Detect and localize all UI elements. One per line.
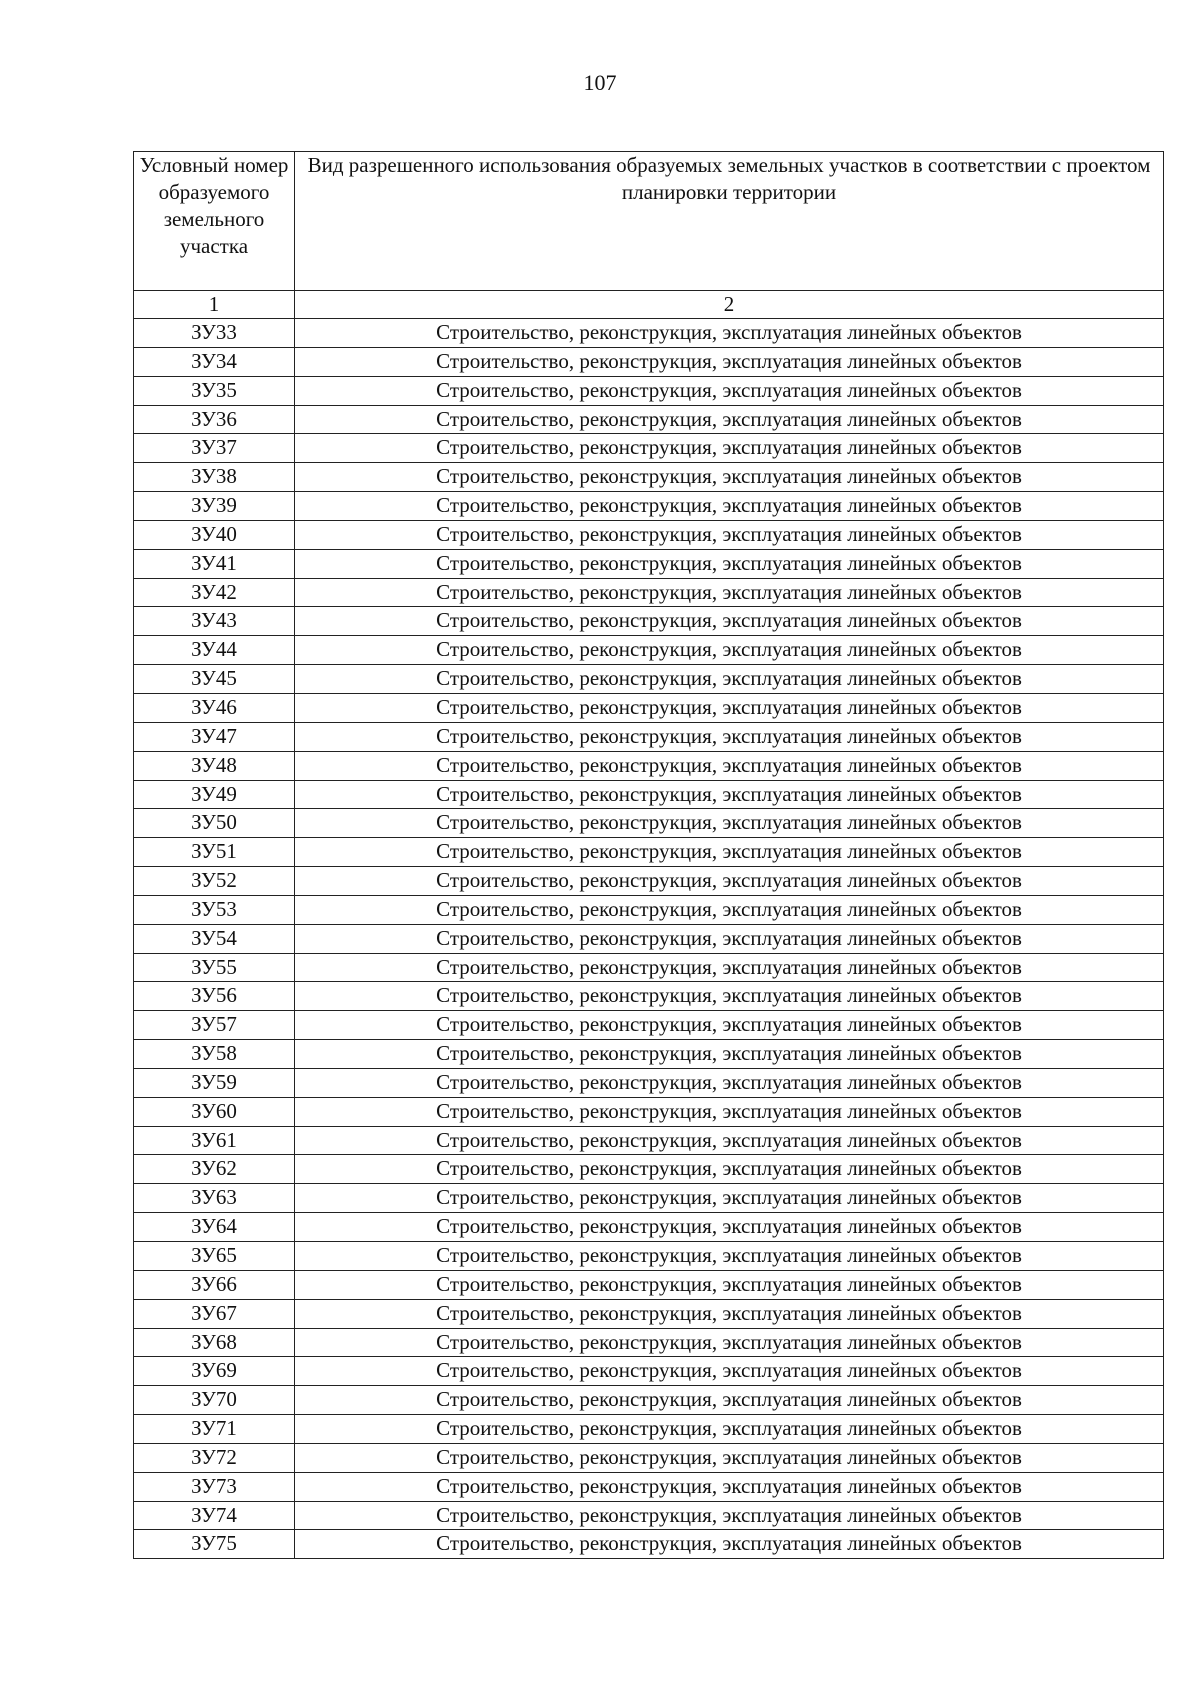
table-row xyxy=(134,722,1164,751)
table-row xyxy=(134,895,1164,924)
permitted-use-cell: Строительство, реконструкция, эксплуатация линейных объектов xyxy=(295,1270,1164,1299)
plot-number-cell: ЗУ48 xyxy=(134,751,295,780)
permitted-use-cell: Строительство, реконструкция, эксплуатация линейных объектов xyxy=(295,953,1164,982)
table-row xyxy=(134,1386,1164,1415)
table-row xyxy=(134,1328,1164,1357)
permitted-use-cell: Строительство, реконструкция, эксплуатация линейных объектов xyxy=(295,578,1164,607)
permitted-use-cell: Строительство, реконструкция, эксплуатация линейных объектов xyxy=(295,636,1164,665)
permitted-use-cell: Строительство, реконструкция, эксплуатация линейных объектов xyxy=(295,520,1164,549)
plot-number-cell: ЗУ38 xyxy=(134,463,295,492)
plot-number-cell: ЗУ39 xyxy=(134,492,295,521)
table-row xyxy=(134,578,1164,607)
table-row xyxy=(134,1472,1164,1501)
table-row xyxy=(134,982,1164,1011)
permitted-use-cell: Строительство, реконструкция, эксплуатация линейных объектов xyxy=(295,1126,1164,1155)
plot-number-cell: ЗУ55 xyxy=(134,953,295,982)
table-row xyxy=(134,549,1164,578)
permitted-use-cell: Строительство, реконструкция, эксплуатация линейных объектов xyxy=(295,347,1164,376)
table-body xyxy=(134,319,1164,1559)
permitted-use-cell: Строительство, реконструкция, эксплуатация линейных объектов xyxy=(295,463,1164,492)
permitted-use-cell: Строительство, реконструкция, эксплуатация линейных объектов xyxy=(295,1357,1164,1386)
plot-number-cell: ЗУ64 xyxy=(134,1213,295,1242)
permitted-use-cell: Строительство, реконструкция, эксплуатация линейных объектов xyxy=(295,1472,1164,1501)
table-row xyxy=(134,780,1164,809)
plot-number-cell: ЗУ65 xyxy=(134,1242,295,1271)
table-row xyxy=(134,1097,1164,1126)
plot-number-cell: ЗУ62 xyxy=(134,1155,295,1184)
plot-number-cell: ЗУ67 xyxy=(134,1299,295,1328)
header-row xyxy=(134,152,1164,291)
plot-number-cell: ЗУ50 xyxy=(134,809,295,838)
plot-number-cell: ЗУ54 xyxy=(134,924,295,953)
plot-number-cell: ЗУ43 xyxy=(134,607,295,636)
plot-number-cell: ЗУ33 xyxy=(134,319,295,348)
table-row xyxy=(134,1415,1164,1444)
permitted-use-cell: Строительство, реконструкция, эксплуатация линейных объектов xyxy=(295,924,1164,953)
plot-number-cell: ЗУ44 xyxy=(134,636,295,665)
permitted-use-cell: Строительство, реконструкция, эксплуатация линейных объектов xyxy=(295,693,1164,722)
table-row xyxy=(134,1299,1164,1328)
plot-number-cell: ЗУ73 xyxy=(134,1472,295,1501)
plot-number-cell: ЗУ70 xyxy=(134,1386,295,1415)
table-row xyxy=(134,1155,1164,1184)
table-row xyxy=(134,665,1164,694)
table-row xyxy=(134,809,1164,838)
plot-number-cell: ЗУ49 xyxy=(134,780,295,809)
table-row xyxy=(134,1242,1164,1271)
table-row xyxy=(134,492,1164,521)
permitted-use-cell: Строительство, реконструкция, эксплуатация линейных объектов xyxy=(295,1097,1164,1126)
table-row xyxy=(134,376,1164,405)
table-row xyxy=(134,463,1164,492)
permitted-use-cell: Строительство, реконструкция, эксплуатация линейных объектов xyxy=(295,895,1164,924)
plot-number-cell: ЗУ36 xyxy=(134,405,295,434)
plot-number-cell: ЗУ42 xyxy=(134,578,295,607)
table-row xyxy=(134,636,1164,665)
table-row xyxy=(134,1530,1164,1559)
permitted-use-cell: Строительство, реконструкция, эксплуатация линейных объектов xyxy=(295,1242,1164,1271)
plot-number-cell: ЗУ40 xyxy=(134,520,295,549)
permitted-use-cell: Строительство, реконструкция, эксплуатация линейных объектов xyxy=(295,1213,1164,1242)
plot-number-cell: ЗУ58 xyxy=(134,1040,295,1069)
table-row xyxy=(134,520,1164,549)
plot-number-cell: ЗУ34 xyxy=(134,347,295,376)
permitted-use-cell: Строительство, реконструкция, эксплуатация линейных объектов xyxy=(295,809,1164,838)
table-row xyxy=(134,751,1164,780)
header-permitted-use: Вид разрешенного использования образуемых земельных участков в соответствии с проектом планировки территории xyxy=(295,152,1164,291)
table-row xyxy=(134,319,1164,348)
table-row xyxy=(134,1011,1164,1040)
permitted-use-cell: Строительство, реконструкция, эксплуатация линейных объектов xyxy=(295,1155,1164,1184)
permitted-use-cell: Строительство, реконструкция, эксплуатация линейных объектов xyxy=(295,1530,1164,1559)
permitted-use-cell: Строительство, реконструкция, эксплуатация линейных объектов xyxy=(295,376,1164,405)
table-row xyxy=(134,838,1164,867)
table-row xyxy=(134,347,1164,376)
table-row xyxy=(134,953,1164,982)
plot-number-cell: ЗУ35 xyxy=(134,376,295,405)
permitted-use-cell: Строительство, реконструкция, эксплуатация линейных объектов xyxy=(295,1011,1164,1040)
plot-number-cell: ЗУ45 xyxy=(134,665,295,694)
plot-number-cell: ЗУ72 xyxy=(134,1443,295,1472)
header-plot-number: Условный номер образуемого земельного участка xyxy=(134,152,295,291)
plot-number-cell: ЗУ68 xyxy=(134,1328,295,1357)
plot-number-cell: ЗУ71 xyxy=(134,1415,295,1444)
table-row xyxy=(134,1443,1164,1472)
table-row xyxy=(134,1213,1164,1242)
permitted-use-cell: Строительство, реконструкция, эксплуатация линейных объектов xyxy=(295,1415,1164,1444)
permitted-use-cell: Строительство, реконструкция, эксплуатация линейных объектов xyxy=(295,319,1164,348)
table-row xyxy=(134,1184,1164,1213)
permitted-use-cell: Строительство, реконструкция, эксплуатация линейных объектов xyxy=(295,1299,1164,1328)
permitted-use-cell: Строительство, реконструкция, эксплуатация линейных объектов xyxy=(295,867,1164,896)
permitted-use-cell: Строительство, реконструкция, эксплуатация линейных объектов xyxy=(295,722,1164,751)
table-row xyxy=(134,1270,1164,1299)
permitted-use-cell: Строительство, реконструкция, эксплуатация линейных объектов xyxy=(295,1068,1164,1097)
table-row xyxy=(134,405,1164,434)
permitted-use-cell: Строительство, реконструкция, эксплуатация линейных объектов xyxy=(295,1328,1164,1357)
permitted-use-cell: Строительство, реконструкция, эксплуатация линейных объектов xyxy=(295,1040,1164,1069)
plot-number-cell: ЗУ74 xyxy=(134,1501,295,1530)
table-row xyxy=(134,1501,1164,1530)
permitted-use-cell: Строительство, реконструкция, эксплуатация линейных объектов xyxy=(295,838,1164,867)
land-plots-table xyxy=(133,151,1164,1559)
table-row xyxy=(134,1040,1164,1069)
column-number-1: 1 xyxy=(134,291,295,319)
plot-number-cell: ЗУ63 xyxy=(134,1184,295,1213)
plot-number-cell: ЗУ66 xyxy=(134,1270,295,1299)
table-row xyxy=(134,434,1164,463)
plot-number-cell: ЗУ56 xyxy=(134,982,295,1011)
plot-number-cell: ЗУ61 xyxy=(134,1126,295,1155)
plot-number-cell: ЗУ75 xyxy=(134,1530,295,1559)
permitted-use-cell: Строительство, реконструкция, эксплуатация линейных объектов xyxy=(295,1443,1164,1472)
table-row xyxy=(134,607,1164,636)
permitted-use-cell: Строительство, реконструкция, эксплуатация линейных объектов xyxy=(295,1184,1164,1213)
column-number-row xyxy=(134,291,1164,319)
permitted-use-cell: Строительство, реконструкция, эксплуатация линейных объектов xyxy=(295,492,1164,521)
permitted-use-cell: Строительство, реконструкция, эксплуатация линейных объектов xyxy=(295,1386,1164,1415)
plot-number-cell: ЗУ47 xyxy=(134,722,295,751)
permitted-use-cell: Строительство, реконструкция, эксплуатация линейных объектов xyxy=(295,405,1164,434)
permitted-use-cell: Строительство, реконструкция, эксплуатация линейных объектов xyxy=(295,434,1164,463)
permitted-use-cell: Строительство, реконструкция, эксплуатация линейных объектов xyxy=(295,982,1164,1011)
plot-number-cell: ЗУ51 xyxy=(134,838,295,867)
table-row xyxy=(134,693,1164,722)
permitted-use-cell: Строительство, реконструкция, эксплуатация линейных объектов xyxy=(295,780,1164,809)
table-header xyxy=(134,152,1164,319)
page-number: 107 xyxy=(583,70,617,95)
plot-number-cell: ЗУ37 xyxy=(134,434,295,463)
plot-number-cell: ЗУ57 xyxy=(134,1011,295,1040)
plot-number-cell: ЗУ52 xyxy=(134,867,295,896)
column-number-2: 2 xyxy=(295,291,1164,319)
table-row xyxy=(134,1068,1164,1097)
table-row xyxy=(134,867,1164,896)
permitted-use-cell: Строительство, реконструкция, эксплуатация линейных объектов xyxy=(295,549,1164,578)
table-row xyxy=(134,1357,1164,1386)
permitted-use-cell: Строительство, реконструкция, эксплуатация линейных объектов xyxy=(295,1501,1164,1530)
table-row xyxy=(134,1126,1164,1155)
plot-number-cell: ЗУ41 xyxy=(134,549,295,578)
permitted-use-cell: Строительство, реконструкция, эксплуатация линейных объектов xyxy=(295,607,1164,636)
table-row xyxy=(134,924,1164,953)
plot-number-cell: ЗУ60 xyxy=(134,1097,295,1126)
plot-number-cell: ЗУ53 xyxy=(134,895,295,924)
plot-number-cell: ЗУ59 xyxy=(134,1068,295,1097)
permitted-use-cell: Строительство, реконструкция, эксплуатация линейных объектов xyxy=(295,665,1164,694)
plot-number-cell: ЗУ69 xyxy=(134,1357,295,1386)
permitted-use-cell: Строительство, реконструкция, эксплуатация линейных объектов xyxy=(295,751,1164,780)
plot-number-cell: ЗУ46 xyxy=(134,693,295,722)
